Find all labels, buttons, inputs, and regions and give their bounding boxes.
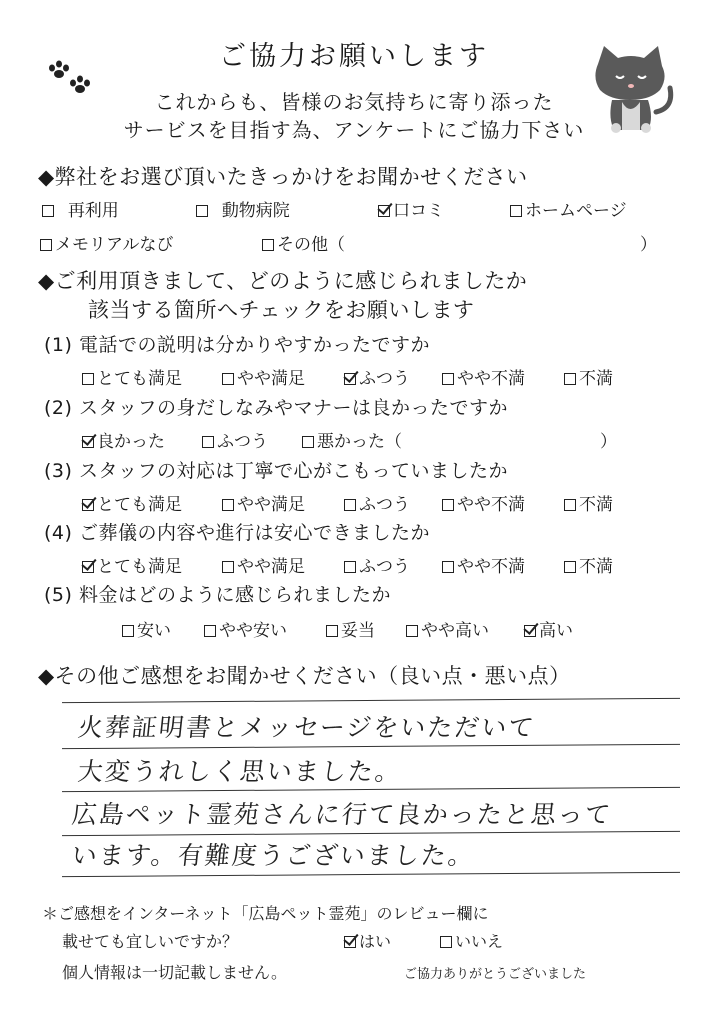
option-label: 不満 [579,495,613,515]
option-label: メモリアルなび [55,235,174,255]
option-label: はい [359,932,392,951]
checkbox[interactable] [326,625,338,637]
option-word-of-mouth[interactable] [378,196,444,221]
option-label: やや不満 [457,369,525,389]
question-1: (1) 電話での説明は分かりやすかったですか [44,334,430,356]
q1-option[interactable] [344,364,410,389]
comment-rule [62,744,680,749]
q1-option[interactable] [82,364,182,389]
option-label: やや高い [421,621,489,641]
option-label: やや安い [219,621,287,641]
option-label: やや満足 [237,557,305,577]
checkbox[interactable] [442,561,454,573]
checkbox-checked[interactable] [82,436,94,448]
q1-option[interactable] [222,364,305,389]
consent-no-option[interactable] [440,929,503,952]
checkbox-checked[interactable] [82,499,94,511]
option-label: 不満 [579,369,613,389]
q3-option[interactable] [222,490,305,515]
checkbox[interactable] [406,625,418,637]
option-label: やや不満 [457,495,525,515]
q3-option[interactable] [344,490,410,515]
option-other[interactable] [262,230,345,255]
review-consent-question: ＊ご感想をインターネット「広島ペット霊苑」のレビュー欄に [42,904,489,923]
option-label: 妥当 [341,621,375,641]
checkbox[interactable] [222,373,234,385]
checkbox[interactable] [564,499,576,511]
question-4: (4) ご葬儀の内容や進行は安心できましたか [44,522,430,544]
section3-heading: ◆その他ご感想をお聞かせください（良い点・悪い点） [38,664,571,688]
q5-option[interactable] [406,616,489,641]
checkbox[interactable] [440,936,452,948]
q1-option[interactable] [564,364,613,389]
checkbox[interactable] [442,373,454,385]
checkbox[interactable] [344,499,356,511]
q5-option[interactable] [122,616,171,641]
cat-illustration [586,42,676,134]
checkbox[interactable] [564,373,576,385]
q4-option[interactable] [442,552,525,577]
option-label: 悪かった（ [317,432,402,452]
checkbox[interactable] [302,436,314,448]
option-label: いいえ [455,932,504,951]
q2-option[interactable] [302,427,402,452]
option-label: その他（ [277,235,345,255]
q2-close-paren: ） [600,432,617,452]
option-label: 動物病院 [221,201,290,221]
q4-option[interactable] [222,552,305,577]
option-vet[interactable] [196,196,290,221]
section1-heading: ◆弊社をお選び頂いたきっかけをお聞かせください [38,165,528,189]
option-homepage[interactable] [510,196,627,221]
question-3: (3) スタッフの対応は丁寧で心がこもっていましたか [44,460,508,482]
option-label: とても満足 [97,369,182,389]
q3-option[interactable] [442,490,525,515]
checkbox[interactable] [196,205,208,217]
checkbox-checked[interactable] [378,205,390,217]
option-label: やや満足 [237,495,305,515]
checkbox[interactable] [40,239,52,251]
question-2: (2) スタッフの身だしなみやマナーは良かったですか [44,397,508,419]
option-memorial-navi[interactable] [40,230,173,255]
comment-rule [62,872,680,877]
question-5: (5) 料金はどのように感じられましたか [44,584,391,606]
checkbox[interactable] [122,625,134,637]
handwritten-comment-line: 広島ペット霊苑さんに行て良かったと思って [70,800,614,829]
option-label: 高い [539,621,573,641]
q4-option[interactable] [82,552,182,577]
option-label: ふつう [359,557,410,577]
option-label: 口コミ [393,201,444,221]
checkbox[interactable] [222,561,234,573]
checkbox[interactable] [42,205,54,217]
checkbox[interactable] [82,373,94,385]
privacy-note: 個人情報は一切記載しません。 [62,963,287,982]
section2-subheading: 該当する箇所へチェックをお願いします [88,298,475,322]
other-close-paren: ） [640,235,657,255]
option-label: ふつう [359,495,410,515]
comment-rule [62,698,680,703]
checkbox[interactable] [442,499,454,511]
option-label: ふつう [359,369,410,389]
option-reuse[interactable] [42,196,119,221]
review-consent-question-2: 載せても宜しいですか？ [62,932,239,951]
intro-line-1: これからも、皆様のお気持ちに寄り添った [154,90,554,114]
checkbox-checked[interactable] [344,373,356,385]
checkbox[interactable] [222,499,234,511]
q3-option[interactable] [564,490,613,515]
option-label: 良かった [97,432,165,452]
option-label: とても満足 [97,495,182,515]
q1-option[interactable] [442,364,525,389]
q5-option[interactable] [524,616,573,641]
option-label: ホームページ [525,201,627,221]
checkbox-checked[interactable] [82,561,94,573]
q4-option[interactable] [344,552,410,577]
option-label: やや満足 [237,369,305,389]
q3-option[interactable] [82,490,182,515]
q5-option[interactable] [204,616,287,641]
q2-option[interactable] [202,427,268,452]
option-label: やや不満 [457,557,525,577]
checkbox[interactable] [510,205,522,217]
option-label: 安い [137,621,171,641]
intro-line-2: サービスを目指す為、アンケートにご協力下さい [123,118,585,142]
checkbox-checked[interactable] [344,936,356,948]
q4-option[interactable] [564,552,613,577]
checkbox[interactable] [202,436,214,448]
thanks-note: ご協力ありがとうございました [404,967,587,982]
checkbox[interactable] [204,625,216,637]
q2-option[interactable] [82,427,165,452]
handwritten-comment-line: 大変うれしく思いました。 [76,757,404,786]
checkbox[interactable] [344,561,356,573]
checkbox-checked[interactable] [524,625,536,637]
option-label: 不満 [579,557,613,577]
consent-yes-option[interactable] [344,929,391,952]
checkbox[interactable] [564,561,576,573]
handwritten-comment-line: います。有難度うございました。 [70,841,477,870]
page-title: ご協力お願いします [219,41,489,72]
section2-heading: ◆ご利用頂きまして、どのように感じられましたか [38,269,528,293]
q5-option[interactable] [326,616,375,641]
handwritten-comment-line: 火葬証明書とメッセージをいただいて [76,713,537,742]
option-label: 再利用 [67,201,119,221]
checkbox[interactable] [262,239,274,251]
option-label: ふつう [217,432,268,452]
option-label: とても満足 [97,557,182,577]
